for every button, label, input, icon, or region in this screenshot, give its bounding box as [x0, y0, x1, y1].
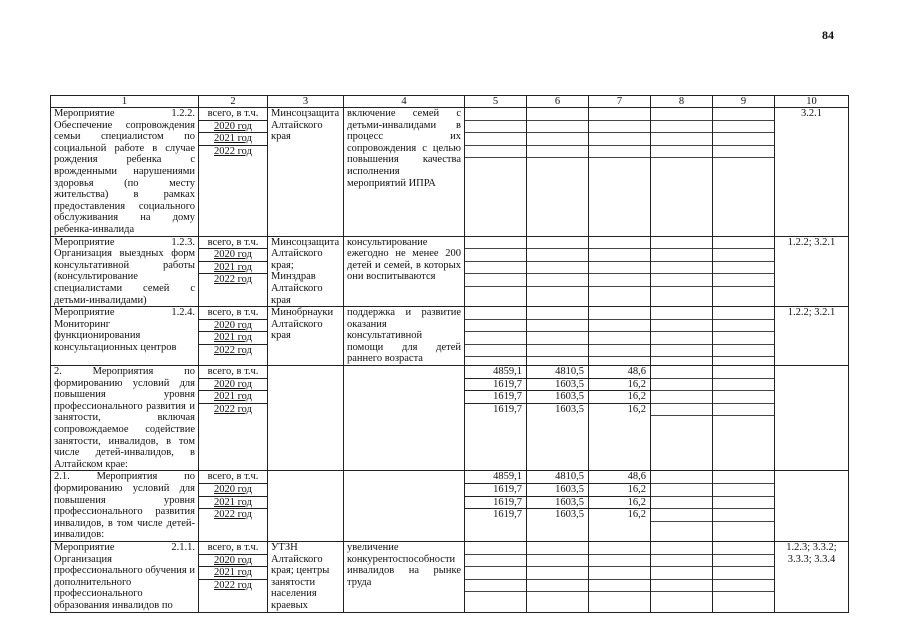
- funding-value: [589, 555, 650, 568]
- funding-c5: [465, 541, 527, 612]
- funding-value: [651, 332, 712, 345]
- funding-value: [713, 379, 774, 392]
- funding-value: [527, 121, 588, 134]
- expected-result: увеличение конкурентоспособности инвалидов на рынке труда: [344, 541, 465, 612]
- funding-value: [651, 237, 712, 250]
- funding-value: [651, 249, 712, 262]
- period-label: 2020 год: [199, 555, 267, 568]
- funding-c6: [527, 366, 589, 471]
- table-row: [51, 541, 849, 612]
- funding-value: [651, 509, 712, 522]
- funding-value: [465, 108, 526, 121]
- funding-value: [713, 133, 774, 146]
- period-list: [199, 471, 268, 542]
- funding-c6: [527, 108, 589, 237]
- period-label: 2020 год: [199, 484, 267, 497]
- funding-c9: [713, 108, 775, 237]
- funding-value: [465, 567, 526, 580]
- column-number: 7: [589, 96, 651, 108]
- funding-value: 4859,1: [465, 366, 526, 379]
- period-label: всего, в т.ч.: [199, 108, 267, 121]
- period-label: всего, в т.ч.: [199, 542, 267, 555]
- funding-value: 1603,5: [527, 484, 588, 497]
- funding-c7: [589, 541, 651, 612]
- funding-value: [465, 345, 526, 358]
- funding-value: [651, 391, 712, 404]
- funding-value: 16,2: [627, 509, 646, 521]
- executor: [268, 366, 344, 471]
- funding-c9: [713, 236, 775, 307]
- funding-value: [713, 307, 774, 320]
- funding-c5: [465, 236, 527, 307]
- funding-value: [589, 237, 650, 250]
- funding-c6: [527, 236, 589, 307]
- executor: [268, 471, 344, 542]
- funding-value: 48,6: [589, 471, 650, 484]
- funding-value: [651, 484, 712, 497]
- period-list: [199, 541, 268, 612]
- column-number: 2: [199, 96, 268, 108]
- funding-value: [651, 146, 712, 159]
- period-label: 2022 год: [214, 344, 252, 356]
- funding-value: [713, 366, 774, 379]
- funding-value: [589, 580, 650, 593]
- period-label: 2021 год: [199, 332, 267, 345]
- funding-value: [713, 471, 774, 484]
- funding-value: [589, 121, 650, 134]
- funding-value: [589, 567, 650, 580]
- funding-c5: [465, 307, 527, 366]
- funding-value: [713, 121, 774, 134]
- funding-value: 16,2: [589, 391, 650, 404]
- period-label: 2020 год: [199, 121, 267, 134]
- funding-value: [527, 332, 588, 345]
- funding-value: [527, 307, 588, 320]
- activity-name: Мероприятие 1.2.2. Обеспечение сопровождения семьи специалистом по социальной работе в случае рождения ребенка с врожденными нарушениями здоровья (по месту жительства) в рамках предоставления социального обслуживания на дому ребенка-инвалида: [51, 108, 199, 237]
- funding-value: 1619,7: [465, 391, 526, 404]
- table-row: [51, 108, 849, 237]
- period-label: всего, в т.ч.: [199, 366, 267, 379]
- activity-name: 2.1. Мероприятия по формированию условий для повышения уровня профессионального развития инвалидов, в том числе детей-инвалидов:: [51, 471, 199, 542]
- funding-c9: [713, 366, 775, 471]
- funding-value: [651, 262, 712, 275]
- funding-value: [713, 391, 774, 404]
- funding-value: [651, 379, 712, 392]
- funding-value: [527, 542, 588, 555]
- period-label: 2022 год: [214, 579, 252, 591]
- funding-c7: [589, 236, 651, 307]
- funding-value: [465, 307, 526, 320]
- indicator-codes: [775, 471, 849, 542]
- expected-result: [344, 471, 465, 542]
- funding-value: [527, 146, 588, 159]
- column-number-row: [51, 96, 849, 108]
- funding-value: [589, 332, 650, 345]
- activity-name: 2. Мероприятия по формированию условий для повышения уровня профессионального развития и занятости, включая сопровождаемое содействие занятости, инвалидов, в том числе детей-инвалидов, в Алтайском крае:: [51, 366, 199, 471]
- funding-value: 1603,5: [555, 403, 584, 415]
- funding-value: [651, 497, 712, 510]
- funding-value: 1603,5: [527, 497, 588, 510]
- funding-value: [713, 567, 774, 580]
- funding-value: [651, 274, 712, 287]
- indicator-codes: 3.2.1: [775, 108, 849, 237]
- funding-value: [713, 509, 774, 522]
- funding-c8: [651, 471, 713, 542]
- funding-c8: [651, 307, 713, 366]
- funding-value: 4810,5: [527, 471, 588, 484]
- indicator-codes: 1.2.3; 3.3.2; 3.3.3; 3.3.4: [775, 541, 849, 612]
- funding-value: [651, 133, 712, 146]
- funding-value: 16,2: [589, 497, 650, 510]
- funding-c6: [527, 541, 589, 612]
- funding-value: 1619,7: [465, 497, 526, 510]
- funding-value: [527, 249, 588, 262]
- funding-value: 1619,7: [465, 484, 526, 497]
- period-label: 2022 год: [214, 274, 252, 286]
- funding-value: [527, 580, 588, 593]
- funding-value: [651, 307, 712, 320]
- funding-c5: [465, 366, 527, 471]
- period-list: [199, 236, 268, 307]
- expected-result: консультирование ежегодно не менее 200 детей и семей, в которых они воспитываются: [344, 236, 465, 307]
- funding-value: [651, 555, 712, 568]
- funding-c8: [651, 541, 713, 612]
- period-list: [199, 366, 268, 471]
- funding-value: [651, 567, 712, 580]
- funding-value: [465, 580, 526, 593]
- funding-c9: [713, 471, 775, 542]
- period-label: 2021 год: [199, 262, 267, 275]
- funding-c6: [527, 307, 589, 366]
- funding-value: [589, 320, 650, 333]
- funding-value: [465, 262, 526, 275]
- funding-value: 4859,1: [465, 471, 526, 484]
- table-row: [51, 307, 849, 366]
- period-label: 2022 год: [214, 509, 252, 521]
- funding-value: [713, 274, 774, 287]
- indicator-codes: 1.2.2; 3.2.1: [775, 236, 849, 307]
- funding-value: [527, 345, 588, 358]
- funding-c7: [589, 307, 651, 366]
- expected-result: включение семей с детьми-инвалидами в процесс их сопровождения с целью повышения качества исполнения мероприятий ИПРА: [344, 108, 465, 237]
- funding-value: 1603,5: [527, 379, 588, 392]
- period-label: всего, в т.ч.: [199, 237, 267, 250]
- funding-value: [465, 542, 526, 555]
- funding-value: [713, 542, 774, 555]
- expected-result: поддержка и развитие оказания консультативной помощи для детей раннего возраста: [344, 307, 465, 366]
- funding-value: [713, 146, 774, 159]
- funding-value: 1603,5: [555, 509, 584, 521]
- indicator-codes: [775, 366, 849, 471]
- funding-value: 4810,5: [527, 366, 588, 379]
- funding-value: [465, 121, 526, 134]
- funding-value: [527, 274, 588, 287]
- funding-value: [589, 262, 650, 275]
- activity-name: Мероприятие 2.1.1. Организация профессионального обучения и дополнительного профессионального образования инвалидов по: [51, 541, 199, 612]
- table-row: [51, 236, 849, 307]
- column-number: 9: [713, 96, 775, 108]
- period-label: 2022 год: [214, 403, 252, 415]
- table-row: [51, 366, 849, 471]
- column-number: 3: [268, 96, 344, 108]
- funding-value: [713, 262, 774, 275]
- funding-value: [651, 404, 712, 417]
- funding-value: [465, 237, 526, 250]
- column-number: 6: [527, 96, 589, 108]
- funding-value: [651, 345, 712, 358]
- funding-value: [465, 249, 526, 262]
- activity-name: Мероприятие 1.2.3. Организация выездных форм консультативной работы (консультирование специалистами семей с детьми-инвалидами): [51, 236, 199, 307]
- funding-value: [589, 345, 650, 358]
- period-list: [199, 307, 268, 366]
- period-list: [199, 108, 268, 237]
- period-label: 2022 год: [214, 145, 252, 157]
- funding-value: [651, 580, 712, 593]
- funding-value: [465, 320, 526, 333]
- funding-value: [465, 133, 526, 146]
- column-number: 5: [465, 96, 527, 108]
- funding-value: [651, 121, 712, 134]
- funding-value: [465, 146, 526, 159]
- funding-value: [651, 366, 712, 379]
- period-label: всего, в т.ч.: [199, 307, 267, 320]
- period-label: 2020 год: [199, 379, 267, 392]
- funding-c8: [651, 108, 713, 237]
- funding-c5: [465, 471, 527, 542]
- funding-value: [713, 332, 774, 345]
- expected-result: [344, 366, 465, 471]
- funding-value: 48,6: [589, 366, 650, 379]
- funding-value: [713, 555, 774, 568]
- funding-value: [713, 237, 774, 250]
- column-number: 10: [775, 96, 849, 108]
- funding-value: [713, 580, 774, 593]
- funding-value: [527, 555, 588, 568]
- column-number: 1: [51, 96, 199, 108]
- period-label: 2021 год: [199, 567, 267, 580]
- activities-table: [50, 95, 849, 613]
- period-label: 2020 год: [199, 320, 267, 333]
- funding-value: [713, 484, 774, 497]
- funding-value: 16,2: [589, 379, 650, 392]
- funding-value: [527, 108, 588, 121]
- funding-c7: [589, 366, 651, 471]
- funding-value: [465, 555, 526, 568]
- funding-value: [527, 133, 588, 146]
- funding-value: [589, 249, 650, 262]
- funding-value: [527, 567, 588, 580]
- funding-value: 1619,7: [493, 403, 522, 415]
- period-label: 2021 год: [199, 133, 267, 146]
- activity-name: Мероприятие 1.2.4. Мониторинг функционирования консультационных центров: [51, 307, 199, 366]
- period-label: 2020 год: [199, 249, 267, 262]
- funding-value: 16,2: [589, 484, 650, 497]
- funding-c8: [651, 236, 713, 307]
- table-row: [51, 471, 849, 542]
- funding-value: [651, 471, 712, 484]
- funding-value: 16,2: [627, 403, 646, 415]
- funding-c7: [589, 471, 651, 542]
- funding-value: [713, 497, 774, 510]
- funding-value: [651, 542, 712, 555]
- executor: Минсоцзащита Алтайского края; Минздрав Алтайского края: [268, 236, 344, 307]
- column-number: 4: [344, 96, 465, 108]
- page-number: 84: [822, 28, 834, 42]
- funding-value: [589, 146, 650, 159]
- executor: Минсоцзащита Алтайского края: [268, 108, 344, 237]
- funding-c7: [589, 108, 651, 237]
- funding-value: 1619,7: [493, 509, 522, 521]
- funding-value: [713, 345, 774, 358]
- funding-value: [527, 262, 588, 275]
- funding-value: [589, 108, 650, 121]
- funding-c6: [527, 471, 589, 542]
- funding-value: [713, 108, 774, 121]
- funding-value: [589, 274, 650, 287]
- funding-value: [465, 332, 526, 345]
- funding-value: [527, 320, 588, 333]
- funding-value: [713, 249, 774, 262]
- funding-c9: [713, 541, 775, 612]
- period-label: 2021 год: [199, 497, 267, 510]
- funding-value: [589, 133, 650, 146]
- indicator-codes: 1.2.2; 3.2.1: [775, 307, 849, 366]
- executor: УТЗН Алтайского края; центры занятости населения краевых: [268, 541, 344, 612]
- period-label: всего, в т.ч.: [199, 471, 267, 484]
- funding-value: [465, 274, 526, 287]
- funding-c5: [465, 108, 527, 237]
- funding-value: 1603,5: [527, 391, 588, 404]
- period-label: 2021 год: [199, 391, 267, 404]
- funding-value: [651, 108, 712, 121]
- funding-value: [713, 320, 774, 333]
- funding-value: [589, 542, 650, 555]
- funding-c8: [651, 366, 713, 471]
- funding-c9: [713, 307, 775, 366]
- executor: Минобрнауки Алтайского края: [268, 307, 344, 366]
- funding-value: [589, 307, 650, 320]
- funding-value: [651, 320, 712, 333]
- funding-value: [527, 237, 588, 250]
- funding-value: [713, 404, 774, 417]
- column-number: 8: [651, 96, 713, 108]
- funding-value: 1619,7: [465, 379, 526, 392]
